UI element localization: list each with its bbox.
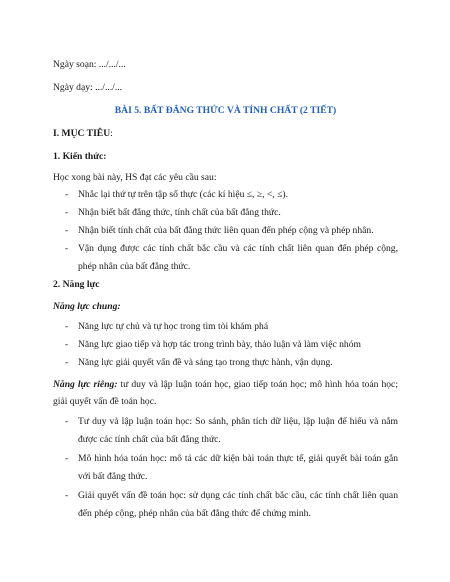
competency-heading: 2. Năng lực — [53, 279, 100, 290]
bullet-dash: - — [65, 453, 69, 464]
knowledge-intro: Học xong bài này, HS đạt các yêu cầu sau: — [53, 172, 217, 183]
list-item-text: Năng lực giải quyết vấn đề và sáng tạo trong thực hành, vận dụng. — [78, 357, 333, 368]
list-item — [65, 413, 398, 449]
list-item — [65, 186, 398, 204]
list-item — [65, 204, 398, 222]
list-item-text: Giải quyết vấn đề toán học: sử dụng các tính chất bắc cầu, các tính chất liên quan đến phép cộng, phép nhân của bất đẳng thức để chứng minh. — [78, 490, 398, 519]
list-item — [65, 336, 398, 354]
bullet-dash: - — [65, 416, 69, 427]
bullet-dash: - — [65, 225, 69, 236]
bullet-dash: - — [65, 243, 69, 254]
list-item — [65, 354, 398, 372]
list-item-text: Nhắc lại thứ tự trên tập số thực (các kí hiệu ≤, ≥, <, ≤). — [78, 189, 288, 200]
bullet-dash: - — [65, 490, 69, 501]
list-item — [65, 450, 398, 486]
prep-date: Ngày soạn: .../.../... — [53, 59, 126, 70]
general-competency-label: Năng lực chung: — [53, 301, 121, 312]
bullet-dash: - — [65, 321, 69, 332]
list-item-text: Tư duy và lập luận toán học: So sánh, phân tích dữ liệu, lập luận để hiểu và nắm được các tính chất của bất đẳng thức. — [78, 416, 398, 445]
list-item-text: Mô hình hóa toán học: mô tả các dữ kiện bài toán thực tế, giải quyết bài toán gắn với bất đẳng thức. — [78, 453, 398, 482]
list-item-text: Nhận biết bất đẳng thức, tính chất của bất đẳng thức. — [78, 207, 281, 218]
section-heading-objectives — [53, 126, 398, 141]
teach-date: Ngày dạy: .../.../... — [53, 82, 123, 93]
bullet-dash: - — [65, 207, 69, 218]
list-item-text: Năng lực tự chủ và tự học trong tìm tòi khám phá — [78, 321, 269, 332]
specific-competency-text: tư duy và lập luận toán học, giao tiếp toán học; mô hình hóa toán học; giải quyết vấn đề toán học. — [53, 379, 398, 407]
bullet-dash: - — [65, 189, 69, 200]
lesson-title: BÀI 5. BẤT ĐẲNG THỨC VÀ TÍNH CHẤT (2 TIẾT) — [114, 105, 337, 116]
section-heading-colon: : — [110, 128, 113, 139]
section-heading-text: I. MỤC TIÊU — [53, 128, 111, 139]
list-item-text: Vận dụng được các tính chất bắc cầu và các tính chất liên quan đến phép cộng, phép nhân của bất đẳng thức. — [78, 243, 398, 272]
knowledge-heading: 1. Kiến thức: — [53, 151, 107, 162]
list-item — [65, 487, 398, 523]
list-item — [65, 318, 398, 336]
list-item — [65, 222, 398, 240]
list-item — [65, 240, 398, 276]
list-item-text: Nhận biết tính chất của bất đẳng thức liên quan đến phép cộng và phép nhân. — [78, 225, 374, 236]
specific-competency-label: Năng lực riêng: — [53, 379, 118, 390]
bullet-dash: - — [65, 357, 69, 368]
bullet-dash: - — [65, 339, 69, 350]
specific-competency-paragraph — [53, 376, 398, 410]
list-item-text: Năng lực giao tiếp và hợp tác trong trình bày, thảo luận và làm việc nhóm — [78, 339, 361, 350]
